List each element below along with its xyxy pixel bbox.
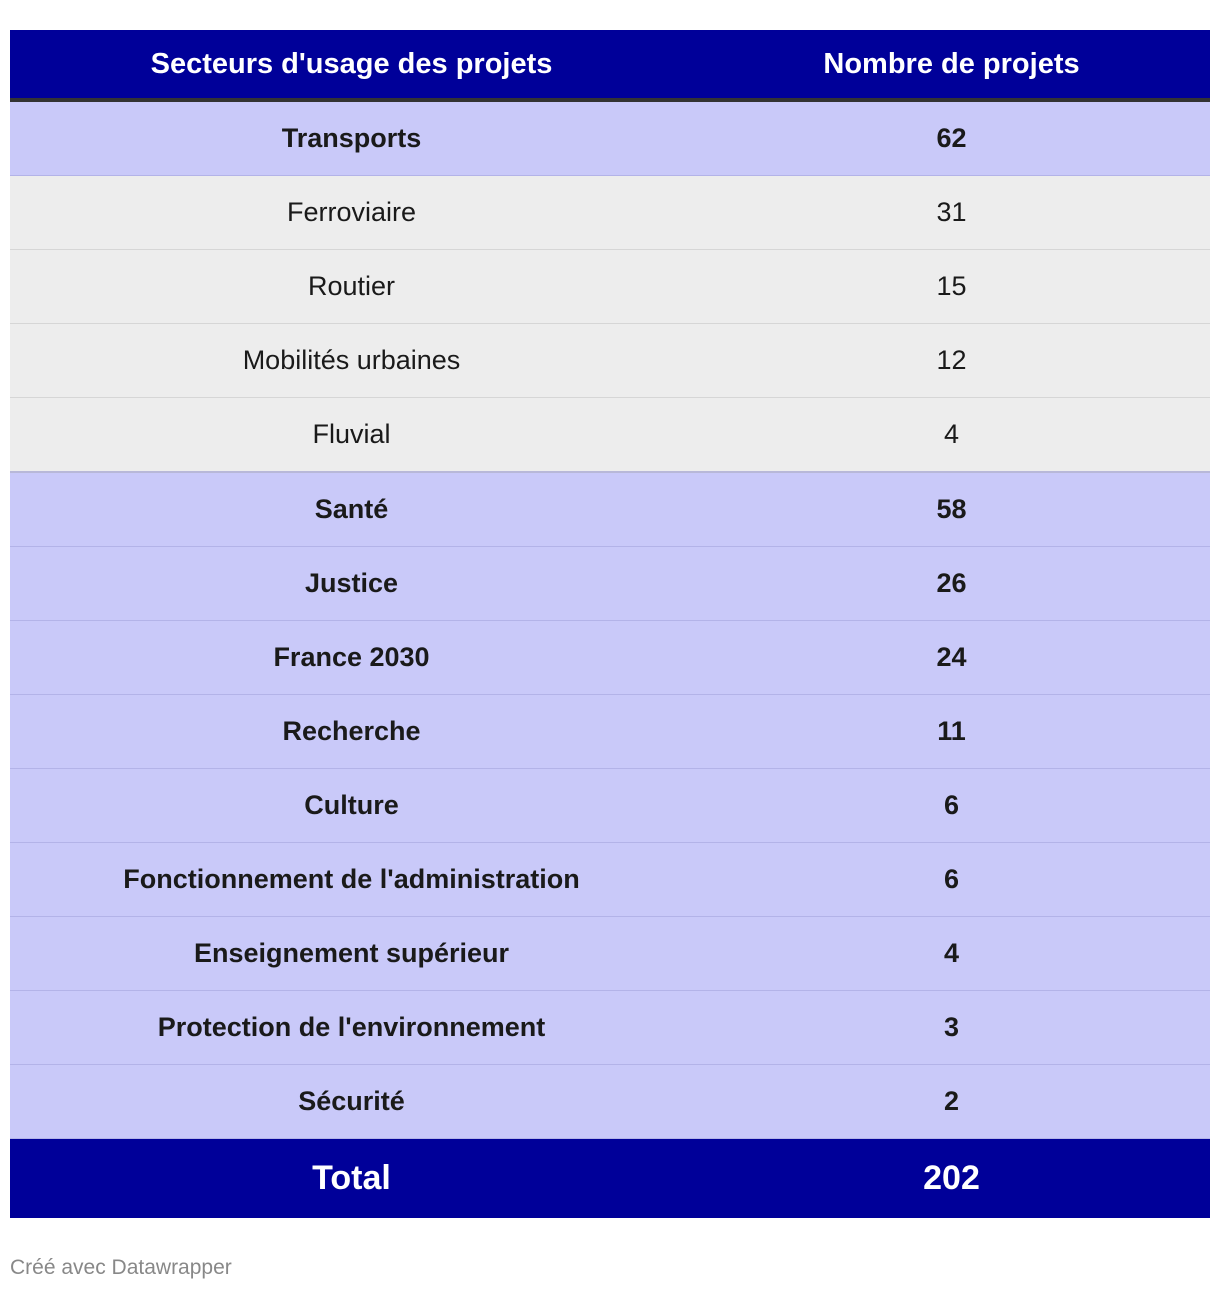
sector-label: Recherche: [10, 695, 693, 769]
sector-row: [10, 621, 1210, 695]
projects-table-container: [10, 30, 1210, 1218]
sector-count: 11: [693, 695, 1210, 769]
subsector-count: 15: [693, 250, 1210, 324]
sector-row: [10, 843, 1210, 917]
sector-count: 2: [693, 1065, 1210, 1139]
subsector-row: [10, 176, 1210, 250]
header-row: [10, 30, 1210, 100]
subsector-row: [10, 398, 1210, 473]
subsector-count: 12: [693, 324, 1210, 398]
sector-count: 24: [693, 621, 1210, 695]
subsector-count: 4: [693, 398, 1210, 473]
sector-count: 3: [693, 991, 1210, 1065]
sector-label: Enseignement supérieur: [10, 917, 693, 991]
sector-label: Protection de l'environnement: [10, 991, 693, 1065]
sector-count: 26: [693, 547, 1210, 621]
sector-count: 58: [693, 472, 1210, 547]
total-label: Total: [10, 1139, 693, 1219]
sector-count: 6: [693, 769, 1210, 843]
column-header-count[interactable]: Nombre de projets: [693, 30, 1210, 100]
subsector-label: Fluvial: [10, 398, 693, 473]
projects-by-sector-table: [10, 30, 1210, 1218]
datawrapper-credit[interactable]: Créé avec Datawrapper: [10, 1256, 232, 1279]
table-footer: [10, 1139, 1210, 1219]
total-value: 202: [693, 1139, 1210, 1219]
sector-label: Justice: [10, 547, 693, 621]
column-header-sector[interactable]: Secteurs d'usage des projets: [10, 30, 693, 100]
sector-row: [10, 769, 1210, 843]
subsector-label: Mobilités urbaines: [10, 324, 693, 398]
sector-label: Sécurité: [10, 1065, 693, 1139]
sector-count: 4: [693, 917, 1210, 991]
table-body: [10, 100, 1210, 1139]
subsector-label: Routier: [10, 250, 693, 324]
sector-row: [10, 991, 1210, 1065]
sector-count: 6: [693, 843, 1210, 917]
sector-row: [10, 100, 1210, 176]
sector-row: [10, 472, 1210, 547]
sector-label: Culture: [10, 769, 693, 843]
subsector-row: [10, 324, 1210, 398]
sector-row: [10, 917, 1210, 991]
sector-row: [10, 1065, 1210, 1139]
table-header: [10, 30, 1210, 100]
sector-label: Transports: [10, 100, 693, 176]
sector-row: [10, 695, 1210, 769]
subsector-row: [10, 250, 1210, 324]
subsector-label: Ferroviaire: [10, 176, 693, 250]
sector-label: Santé: [10, 472, 693, 547]
sector-label: France 2030: [10, 621, 693, 695]
sector-label: Fonctionnement de l'administration: [10, 843, 693, 917]
sector-count: 62: [693, 100, 1210, 176]
total-row: [10, 1139, 1210, 1219]
subsector-count: 31: [693, 176, 1210, 250]
sector-row: [10, 547, 1210, 621]
